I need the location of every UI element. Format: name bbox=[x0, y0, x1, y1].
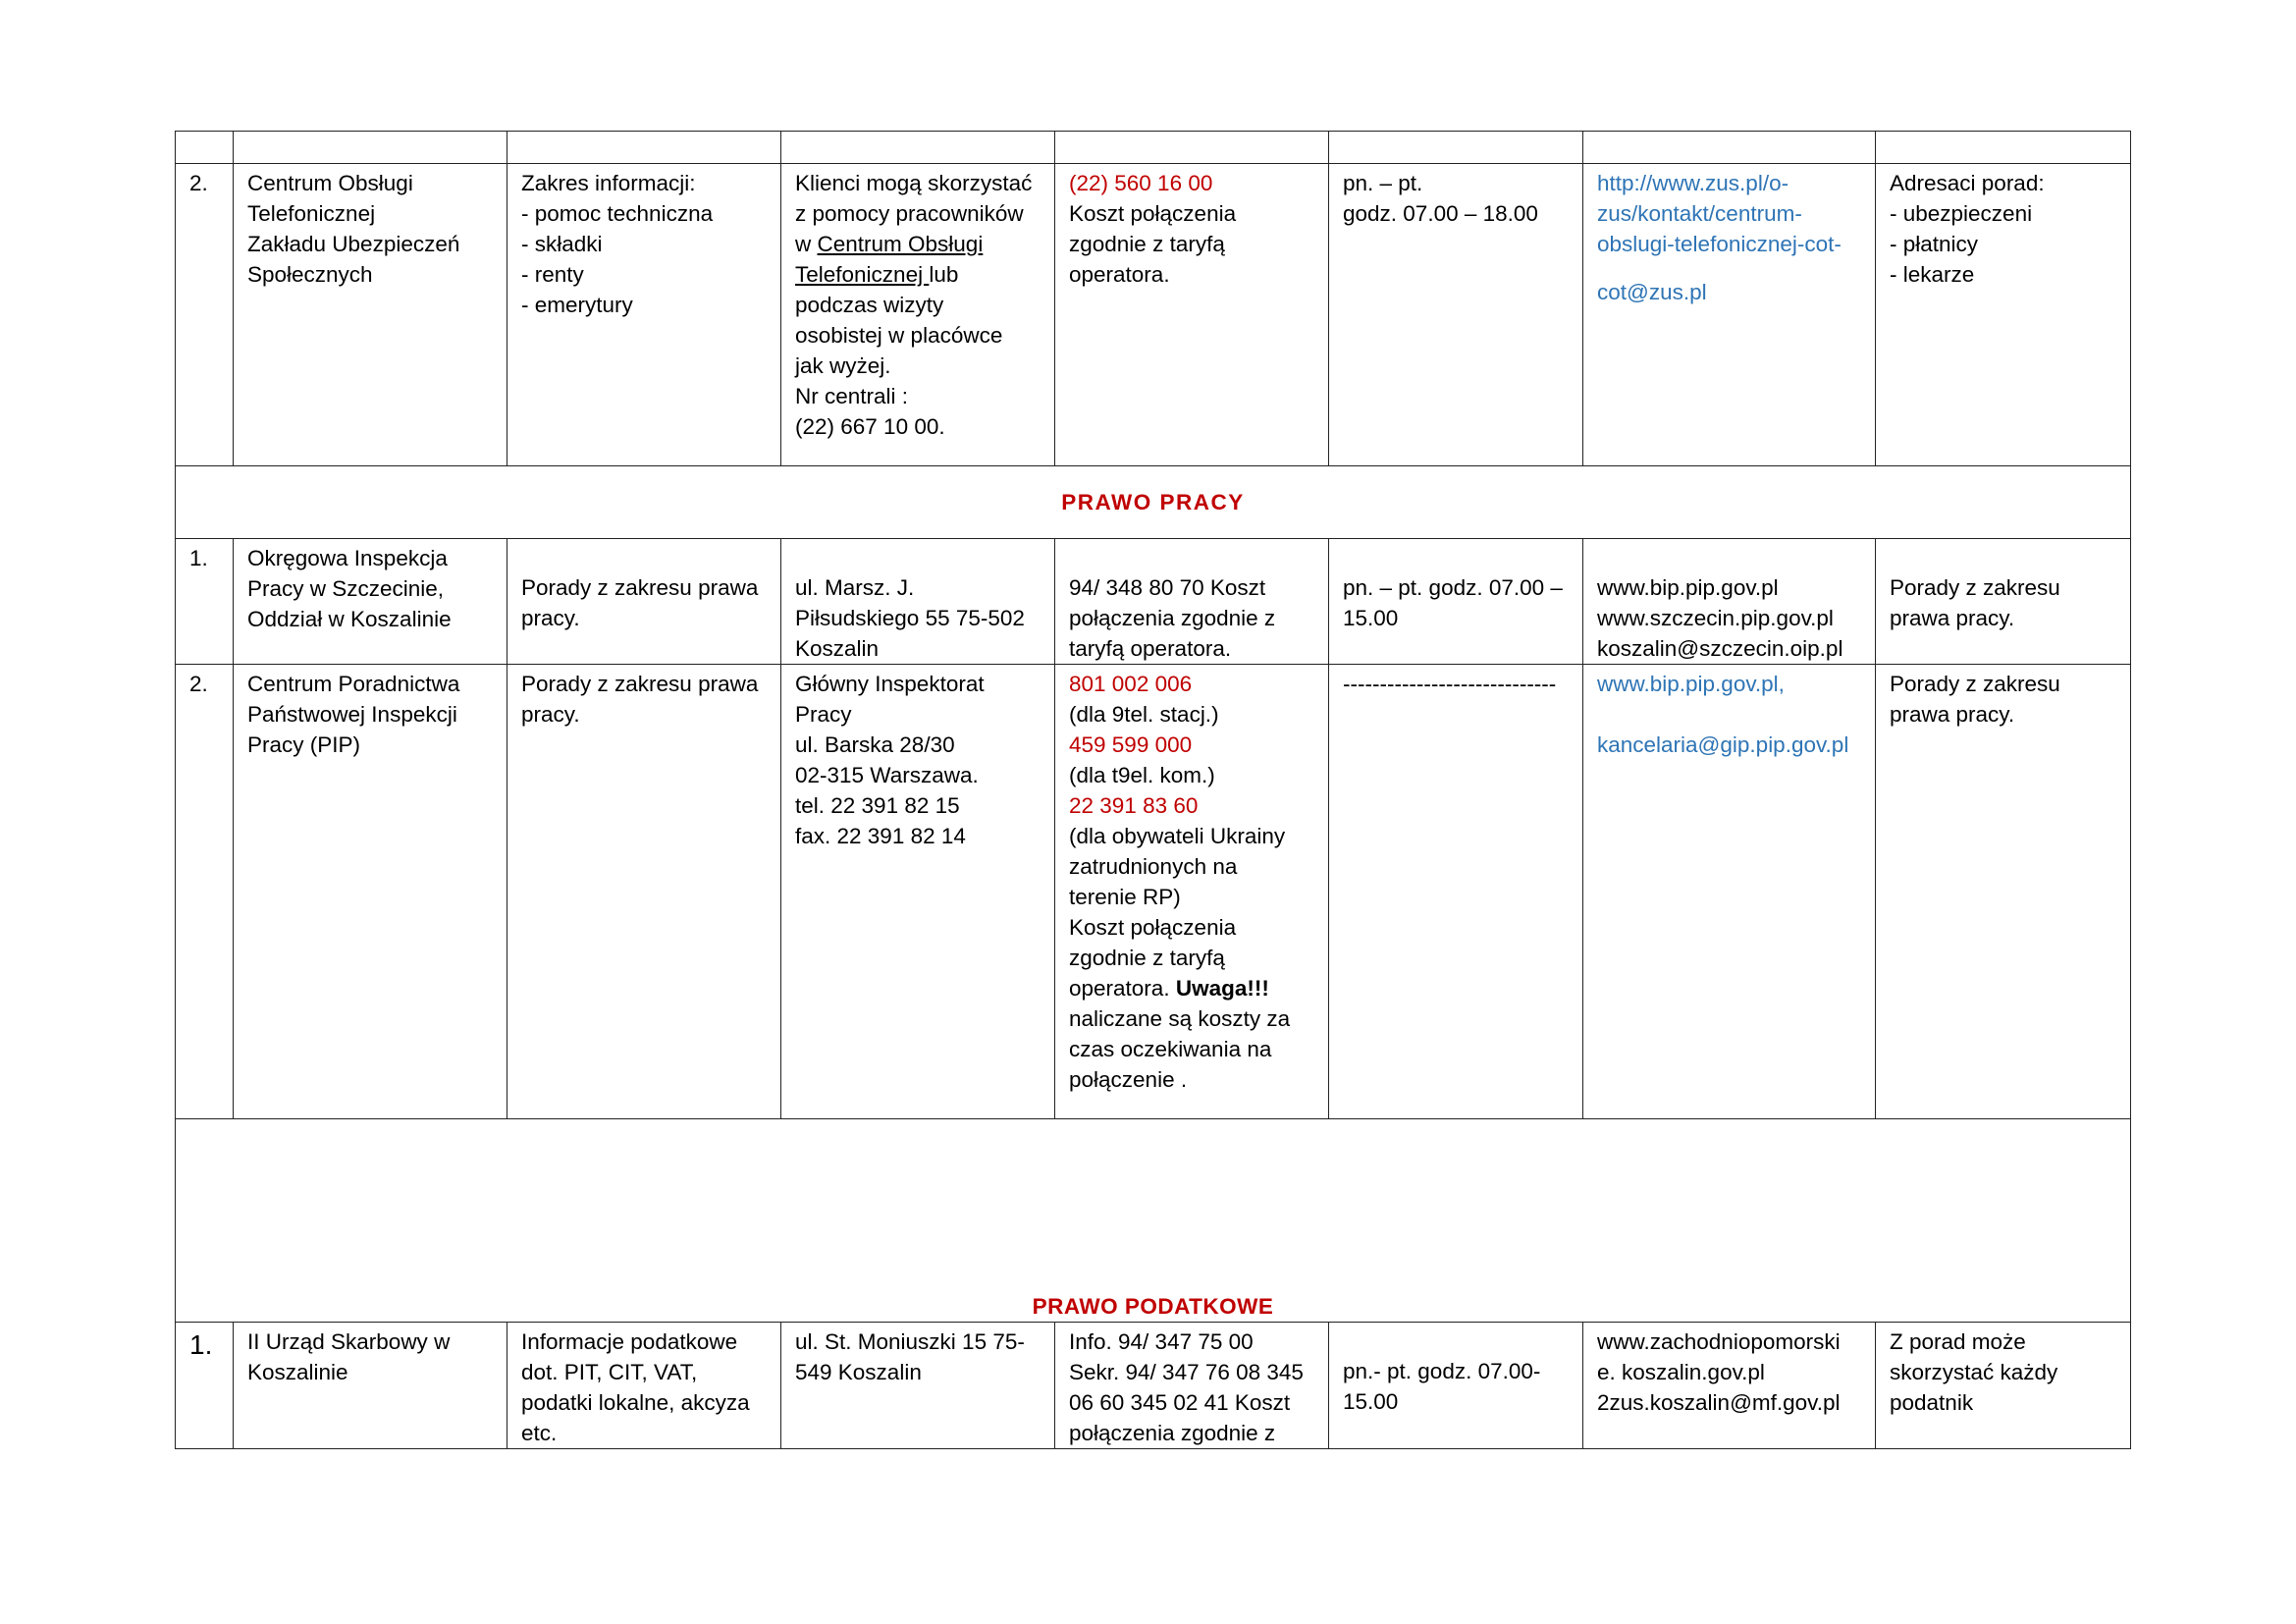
table-row bbox=[176, 665, 2131, 1119]
phone-number: 22 391 83 60 bbox=[1069, 793, 1199, 818]
address-cell: ul. Marsz. J. Piłsudskiego 55 75-502 Koszalin bbox=[781, 539, 1055, 665]
section-title-labor: PRAWO PRACY bbox=[176, 466, 2131, 539]
contact-table bbox=[175, 131, 2131, 1449]
warning-label: Uwaga!!! bbox=[1175, 976, 1269, 1001]
phone-cell: 94/ 348 80 70 Koszt połączenia zgodnie z taryfą operatora. bbox=[1055, 539, 1329, 665]
phone-number: 801 002 006 bbox=[1069, 672, 1193, 696]
audience-cell: Adresaci porad: - ubezpieczeni - płatnicy - lekarze bbox=[1876, 164, 2131, 466]
phone-note: (dla obywateli Ukrainy zatrudnionych na terenie RP) Koszt połączenia zgodnie z taryfą operatora. bbox=[1069, 824, 1286, 1001]
scope-cell: Porady z zakresu prawa pracy. bbox=[507, 665, 781, 1119]
table-row bbox=[176, 1323, 2131, 1449]
row-number: 2. bbox=[176, 164, 234, 466]
address-text: Klienci mogą skorzystać z pomocy pracowników w bbox=[795, 171, 1033, 256]
address-underlined-text: Centrum Obsługi Telefonicznej bbox=[795, 232, 984, 287]
web-cell: www.zachodniopomorski e. koszalin.gov.pl 2zus.koszalin@mf.gov.pl bbox=[1583, 1323, 1876, 1449]
scope-cell: Zakres informacji: - pomoc techniczna - składki - renty - emerytury bbox=[507, 164, 781, 466]
empty-cell bbox=[234, 132, 507, 164]
audience-cell: Porady z zakresu prawa pracy. bbox=[1876, 539, 2131, 665]
address-text: lub podczas wizyty osobistej w placówce jak wyżej. Nr centrali : (22) 667 10 00. bbox=[795, 262, 1003, 439]
audience-cell: Porady z zakresu prawa pracy. bbox=[1876, 665, 2131, 1119]
address-cell: ul. St. Moniuszki 15 75- 549 Koszalin bbox=[781, 1323, 1055, 1449]
web-cell bbox=[1583, 164, 1876, 466]
hours-cell: pn. – pt. godz. 07.00 – 15.00 bbox=[1329, 539, 1583, 665]
phone-number: 459 599 000 bbox=[1069, 732, 1193, 757]
table-row bbox=[176, 164, 2131, 466]
empty-cell bbox=[1055, 132, 1329, 164]
scope-cell: Porady z zakresu prawa pracy. bbox=[507, 539, 781, 665]
website-link[interactable]: www.bip.pip.gov.pl, bbox=[1597, 672, 1785, 696]
warning-text: naliczane są koszty za czas oczekiwania na połączenie . bbox=[1069, 1006, 1291, 1092]
phone-cell bbox=[1055, 164, 1329, 466]
hours-cell: ----------------------------- bbox=[1329, 665, 1583, 1119]
institution-cell: II Urząd Skarbowy w Koszalinie bbox=[234, 1323, 507, 1449]
phone-number: (22) 560 16 00 bbox=[1069, 171, 1213, 195]
institution-cell: Okręgowa Inspekcja Pracy w Szczecinie, Oddział w Koszalinie bbox=[234, 539, 507, 665]
web-cell: www.bip.pip.gov.pl www.szczecin.pip.gov.pl koszalin@szczecin.oip.pl bbox=[1583, 539, 1876, 665]
audience-cell: Z porad może skorzystać każdy podatnik bbox=[1876, 1323, 2131, 1449]
empty-cell bbox=[1329, 132, 1583, 164]
phone-cell: Info. 94/ 347 75 00 Sekr. 94/ 347 76 08 345 06 60 345 02 41 Koszt połączenia zgodnie z bbox=[1055, 1323, 1329, 1449]
empty-cell bbox=[507, 132, 781, 164]
empty-cell bbox=[1876, 132, 2131, 164]
empty-cell bbox=[176, 132, 234, 164]
empty-cell bbox=[1583, 132, 1876, 164]
row-number: 1. bbox=[176, 1323, 234, 1449]
empty-cell bbox=[781, 132, 1055, 164]
email-link[interactable]: kancelaria@gip.pip.gov.pl bbox=[1597, 732, 1849, 757]
table-row bbox=[176, 539, 2131, 665]
email-link[interactable]: cot@zus.pl bbox=[1597, 280, 1707, 304]
section-title-tax: PRAWO PODATKOWE bbox=[176, 1119, 2131, 1323]
institution-cell: Centrum Poradnictwa Państwowej Inspekcji Pracy (PIP) bbox=[234, 665, 507, 1119]
row-number: 2. bbox=[176, 665, 234, 1119]
row-number: 1. bbox=[176, 539, 234, 665]
section-row bbox=[176, 466, 2131, 539]
section-row bbox=[176, 1119, 2131, 1323]
website-link[interactable]: http://www.zus.pl/o- zus/kontakt/centrum- obslugi-telefonicznej-cot- bbox=[1597, 171, 1842, 256]
address-cell bbox=[781, 164, 1055, 466]
phone-cell bbox=[1055, 665, 1329, 1119]
institution-cell: Centrum Obsługi Telefonicznej Zakładu Ubezpieczeń Społecznych bbox=[234, 164, 507, 466]
hours-cell: pn. – pt. godz. 07.00 – 18.00 bbox=[1329, 164, 1583, 466]
scope-cell: Informacje podatkowe dot. PIT, CIT, VAT, podatki lokalne, akcyza etc. bbox=[507, 1323, 781, 1449]
hours-cell: pn.- pt. godz. 07.00- 15.00 bbox=[1329, 1323, 1583, 1449]
address-cell: Główny Inspektorat Pracy ul. Barska 28/30 02-315 Warszawa. tel. 22 391 82 15 fax. 22 391 82 14 bbox=[781, 665, 1055, 1119]
phone-note: (dla t9el. kom.) bbox=[1069, 763, 1215, 787]
web-cell bbox=[1583, 665, 1876, 1119]
phone-note: Koszt połączenia zgodnie z taryfą operatora. bbox=[1069, 201, 1237, 287]
header-strip-row bbox=[176, 132, 2131, 164]
phone-note: (dla 9tel. stacj.) bbox=[1069, 702, 1219, 727]
